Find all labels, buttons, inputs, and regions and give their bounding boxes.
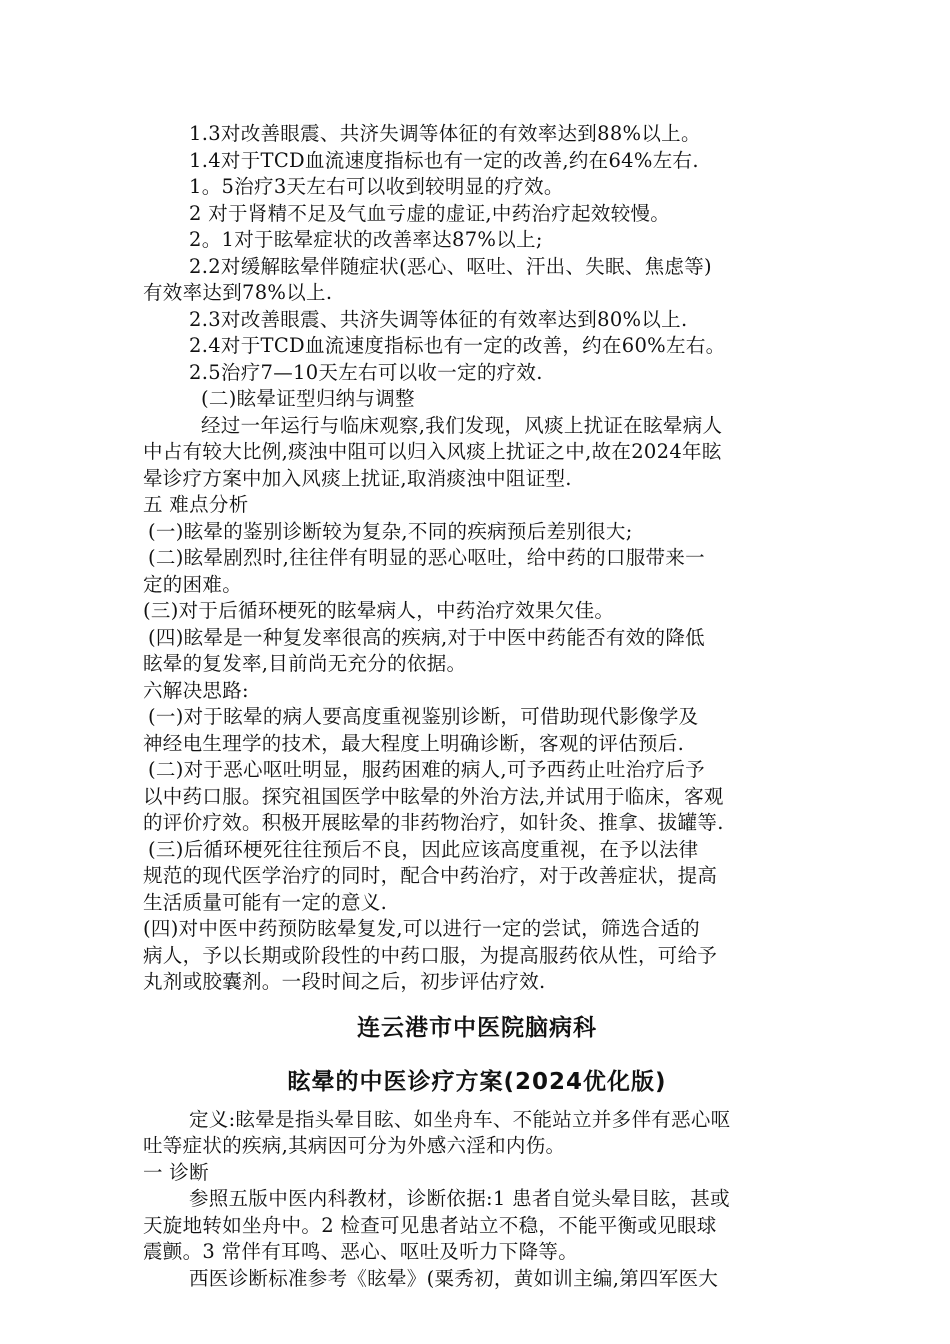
solution-3: (三)后循环梗死往往预后不良，因此应该高度重视，在予以法律 <box>148 837 699 861</box>
point-2: 2 对于肾精不足及气血亏虚的虚证,中药治疗起效较慢。 <box>189 201 671 225</box>
solution-4: (四)对中医中药预防眩晕复发,可以进行一定的尝试，筛选合适的 <box>143 917 700 940</box>
paragraph-line: 中占有较大比例,痰浊中阻可以归入风痰上扰证之中,故在2024年眩 <box>143 440 722 463</box>
solution-4-cont: 丸剂或胶囊剂。一段时间之后，初步评估疗效. <box>143 970 546 993</box>
result-2-2-cont: 有效率达到78%以上. <box>143 281 333 304</box>
difficulty-2: (二)眩晕剧烈时,往往伴有明显的恶心呕吐，给中药的口服带来一 <box>148 546 705 569</box>
result-2-2: 2.2对缓解眩晕伴随症状(恶心、呕吐、汗出、失眠、焦虑等) <box>189 254 712 278</box>
solution-2: (二)对于恶心呕吐明显，服药困难的病人,可予西药止吐治疗后予 <box>148 758 705 781</box>
solution-3-cont: 规范的现代医学治疗的同时，配合中药治疗，对于改善症状，提高 <box>143 864 718 887</box>
difficulty-4: (四)眩晕是一种复发率很高的疾病,对于中医中药能否有效的降低 <box>148 625 705 649</box>
western-diagnosis-line: 西医诊断标准参考《眩晕》(粟秀初，黄如训主编,第四军医大 <box>189 1266 719 1290</box>
paragraph-line: 晕诊疗方案中加入风痰上扰证,取消痰浊中阻证型. <box>143 466 572 490</box>
plan-title: 眩晕的中医诊疗方案(2024优化版) <box>287 1068 667 1095</box>
section-heading-diagnosis: 一 诊断 <box>143 1160 209 1184</box>
document-body <box>143 121 811 1292</box>
diagnosis-line: 参照五版中医内科教材，诊断依据:1 患者自觉头晕目眩，甚或 <box>189 1187 730 1210</box>
section-heading-5: 五 难点分析 <box>143 493 249 516</box>
solution-2-cont: 的评价疗效。积极开展眩晕的非药物治疗，如针灸、推拿、拔罐等. <box>143 811 724 834</box>
paragraph-line: 经过一年运行与临床观察,我们发现，风痰上扰证在眩晕病人 <box>201 413 723 437</box>
difficulty-3: (三)对于后循环梗死的眩晕病人，中药治疗效果欠佳。 <box>143 599 615 622</box>
difficulty-1: (一)眩晕的鉴别诊断较为复杂,不同的疾病预后差别很大; <box>148 519 633 543</box>
department-heading: 连云港市中医院脑病科 <box>357 1014 597 1041</box>
solution-1: (一)对于眩晕的病人要高度重视鉴别诊断，可借助现代影像学及 <box>148 705 699 728</box>
result-2-4: 2.4对于TCD血流速度指标也有一定的改善，约在60%左右。 <box>189 334 726 357</box>
result-1-4: 1.4对于TCD血流速度指标也有一定的改善,约在64%左右. <box>189 148 699 172</box>
diagnosis-line: 天旋地转如坐舟中。2 检查可见患者站立不稳，不能平衡或见眼球 <box>143 1213 717 1237</box>
subsection-heading-2: (二)眩晕证型归纳与调整 <box>201 387 415 410</box>
result-1-5: 1。5治疗3天左右可以收到较明显的疗效。 <box>189 175 564 198</box>
result-2-5: 2.5治疗7—10天左右可以收一定的疗效. <box>189 360 543 384</box>
result-1-3: 1.3对改善眼震、共济失调等体征的有效率达到88%以上。 <box>189 122 701 145</box>
solution-2-cont: 以中药口服。探究祖国医学中眩晕的外治方法,并试用于临床，客观 <box>143 784 724 808</box>
definition-line: 吐等症状的疾病,其病因可分为外感六淫和内伤。 <box>143 1134 566 1157</box>
result-2-3: 2.3对改善眼震、共济失调等体征的有效率达到80%以上. <box>189 307 688 331</box>
result-2-1: 2。1对于眩晕症状的改善率达87%以上; <box>189 228 543 251</box>
difficulty-2-cont: 定的困难。 <box>143 572 243 596</box>
solution-4-cont: 病人，予以长期或阶段性的中药口服，为提高服药依从性，可给予 <box>143 943 718 967</box>
definition-line: 定义:眩晕是指头晕目眩、如坐舟车、不能站立并多伴有恶心呕 <box>189 1107 731 1131</box>
diagnosis-line: 震颤。3 常伴有耳鸣、恶心、呕吐及听力下降等。 <box>143 1240 579 1263</box>
solution-3-cont: 生活质量可能有一定的意义. <box>143 890 388 914</box>
difficulty-4-cont: 眩晕的复发率,目前尚无充分的依据。 <box>143 652 467 675</box>
section-heading-6: 六解决思路: <box>143 678 249 702</box>
solution-1-cont: 神经电生理学的技术，最大程度上明确诊断，客观的评估预后. <box>143 731 685 755</box>
